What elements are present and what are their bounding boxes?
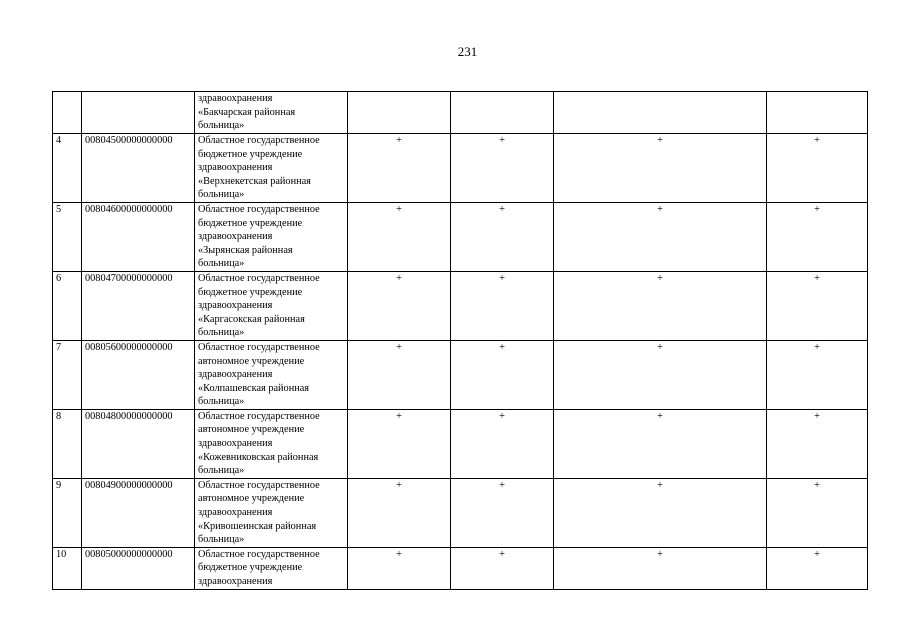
institution-name-line: Областное государственное [198,479,320,491]
row-number-cell: 7 [53,340,82,409]
institution-name-cell [195,409,348,478]
institution-name-line: «Бакчарская районная [198,106,296,118]
institution-name-line: «Кривошеинская районная [198,520,317,532]
table-row [53,409,868,478]
institution-name-line: здравоохранения [198,507,273,519]
table-row [53,202,868,271]
institution-name-line: бюджетное учреждение [198,217,303,229]
institution-name-line: здравоохранения [198,576,273,587]
table-row [53,134,868,203]
mark-cell-2 [451,92,554,134]
institution-name-line: здравоохранения [198,93,273,104]
mark-cell-4: + [767,409,868,478]
code-cell: 00804600000000000 [82,202,195,271]
mark-cell-4: + [767,271,868,340]
mark-cell-3: + [554,340,767,409]
institution-name-line: Областное государственное [198,548,320,560]
mark-cell-2: + [451,202,554,271]
institution-name-cell [195,92,348,134]
mark-cell-1: + [348,409,451,478]
code-cell: 00804700000000000 [82,271,195,340]
mark-cell-4 [767,92,868,134]
institution-name-line: «Верхнекетская районная [198,175,311,187]
institution-name-line: Областное государственное [198,410,320,422]
row-number-cell: 10 [53,547,82,589]
mark-cell-3: + [554,547,767,589]
institution-name-cell [195,134,348,203]
institution-name-line: больница» [198,189,245,201]
mark-cell-1: + [348,547,451,589]
institution-name-line: «Колпашевская районная [198,382,310,394]
table-row [53,547,868,589]
table-row [53,92,868,134]
code-cell: 00804800000000000 [82,409,195,478]
institution-name-cell [195,202,348,271]
mark-cell-2: + [451,340,554,409]
row-number-cell: 5 [53,202,82,271]
institution-name-line: автономное учреждение [198,355,305,367]
institution-name-line: здравоохранения [198,438,273,450]
institution-name-line: «Зырянская районная [198,244,293,256]
institution-name-cell [195,340,348,409]
institution-name-line: «Кожевниковская районная [198,451,319,463]
institution-name-cell [195,271,348,340]
code-cell [82,92,195,134]
row-number-cell: 8 [53,409,82,478]
institution-name-line: больница» [198,396,245,408]
mark-cell-3: + [554,202,767,271]
mark-cell-4: + [767,547,868,589]
mark-cell-4: + [767,340,868,409]
mark-cell-4: + [767,134,868,203]
code-cell: 00805600000000000 [82,340,195,409]
mark-cell-2: + [451,547,554,589]
row-number-cell: 6 [53,271,82,340]
institution-name-line: здравоохранения [198,300,273,312]
code-cell: 00804900000000000 [82,478,195,547]
mark-cell-2: + [451,134,554,203]
mark-cell-3: + [554,134,767,203]
table-row [53,271,868,340]
institution-name-line: Областное государственное [198,341,320,353]
mark-cell-3: + [554,409,767,478]
mark-cell-1: + [348,271,451,340]
institution-name-line: автономное учреждение [198,424,305,436]
row-number-cell [53,92,82,134]
institution-name-line: «Каргасокская районная [198,313,305,325]
institution-name-line: здравоохранения [198,162,273,174]
mark-cell-4: + [767,478,868,547]
institution-name-cell [195,478,348,547]
page-number: 231 [457,44,478,59]
mark-cell-4: + [767,202,868,271]
code-cell: 00805000000000000 [82,547,195,589]
institution-name-line: бюджетное учреждение [198,148,303,160]
institution-name-line: здравоохранения [198,369,273,381]
mark-cell-3 [554,92,767,134]
mark-cell-1: + [348,478,451,547]
mark-cell-2: + [451,478,554,547]
mark-cell-1: + [348,340,451,409]
mark-cell-1 [348,92,451,134]
row-number-cell: 9 [53,478,82,547]
institution-name-line: больница» [198,465,245,477]
institution-name-line: больница» [198,534,245,546]
institution-name-line: больница» [198,258,245,270]
mark-cell-2: + [451,271,554,340]
table-row [53,340,868,409]
institution-name-line: больница» [198,327,245,339]
institution-name-line: больница» [198,120,245,132]
institution-name-line: здравоохранения [198,231,273,243]
institution-name-cell [195,547,348,589]
institutions-table [52,91,868,590]
mark-cell-1: + [348,134,451,203]
institution-name-line: бюджетное учреждение [198,286,303,298]
institution-name-line: Областное государственное [198,272,320,284]
institution-name-line: бюджетное учреждение [198,562,303,574]
institution-name-line: Областное государственное [198,203,320,215]
institution-name-line: автономное учреждение [198,493,305,505]
institution-name-line: Областное государственное [198,135,320,146]
table-row [53,478,868,547]
row-number-cell: 4 [53,134,82,203]
code-cell: 00804500000000000 [82,134,195,203]
mark-cell-1: + [348,202,451,271]
mark-cell-2: + [451,409,554,478]
mark-cell-3: + [554,478,767,547]
mark-cell-3: + [554,271,767,340]
